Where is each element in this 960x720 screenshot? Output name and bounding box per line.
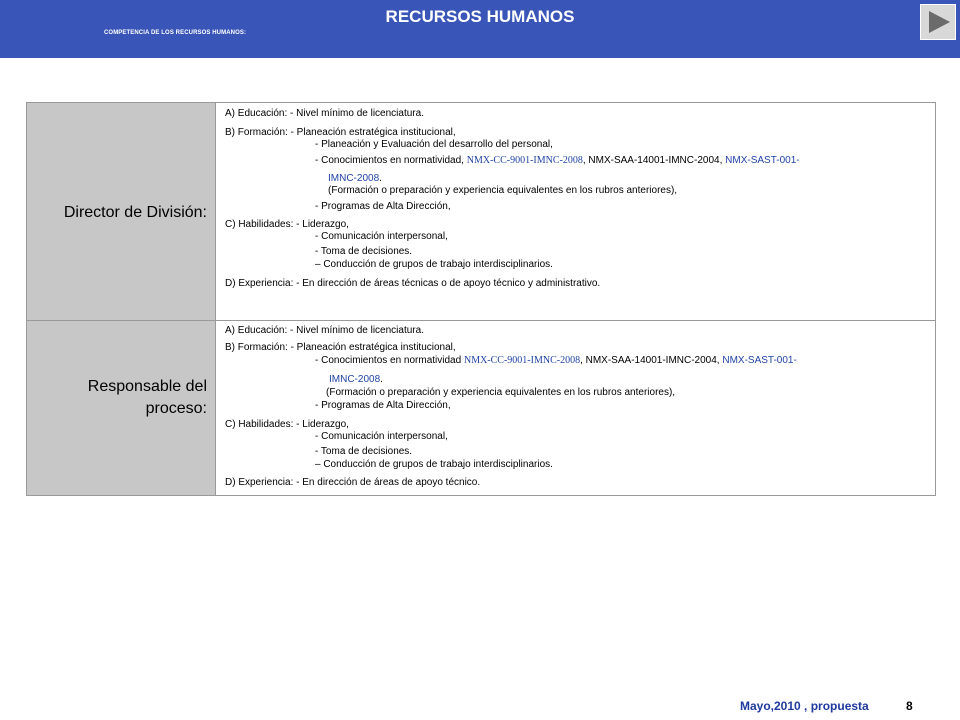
- role-label: Responsable del: [87, 378, 207, 395]
- role-cell: [27, 321, 216, 495]
- skills-line: – Conducción de grupos de trabajo interdisciplinarios.: [315, 459, 553, 470]
- norm-link: NMX-SAST-001-: [722, 355, 797, 366]
- page-title: RECURSOS HUMANOS: [385, 7, 575, 26]
- education-line: A) Educación: - Nivel mínimo de licenciatura.: [225, 108, 424, 119]
- table-row: [27, 321, 935, 495]
- training-line: B) Formación: - Planeación estratégica institucional,: [225, 127, 456, 138]
- norm-link: NMX-CC-9001-IMNC-2008: [463, 355, 581, 366]
- note-line: (Formación o preparación y experiencia equivalentes en los rubros anteriores),: [328, 185, 678, 196]
- skills-line: - Toma de decisiones.: [315, 446, 413, 457]
- note-line: (Formación o preparación y experiencia equivalentes en los rubros anteriores),: [326, 387, 676, 398]
- role-cell: [27, 103, 216, 320]
- training-line: - Programas de Alta Dirección,: [315, 400, 451, 411]
- norms-line: [329, 374, 383, 386]
- role-label: Director de División:: [63, 204, 207, 221]
- skills-line: C) Habilidades: - Liderazgo,: [225, 419, 349, 430]
- norms-text: , NMX-SAA-14001-IMNC-2004,: [582, 155, 726, 166]
- training-line: B) Formación: - Planeación estratégica institucional,: [225, 342, 456, 353]
- norms-text: - Conocimientos en normatividad: [315, 355, 464, 366]
- norms-line: [315, 355, 797, 367]
- experience-line: D) Experiencia: - En dirección de áreas técnicas o de apoyo técnico y administrativo.: [225, 278, 601, 289]
- skills-line: - Toma de decisiones.: [315, 246, 413, 257]
- page-number: 8: [906, 699, 913, 713]
- norm-link: IMNC-2008: [329, 374, 381, 385]
- norm-link: NMX-SAST-001-: [725, 155, 800, 166]
- skills-line: - Comunicación interpersonal,: [315, 431, 448, 442]
- play-triangle-icon: [927, 10, 951, 34]
- norm-link: NMX-CC-9001-IMNC-2008: [466, 155, 583, 166]
- experience-line: D) Experiencia: - En dirección de áreas de apoyo técnico.: [225, 477, 481, 488]
- competency-table: [26, 102, 936, 496]
- skills-line: C) Habilidades: - Liderazgo,: [225, 219, 349, 230]
- norms-text: - Conocimientos en normatividad,: [315, 155, 467, 166]
- header-bar: [0, 0, 960, 58]
- skills-line: - Comunicación interpersonal,: [315, 231, 448, 242]
- footer-date: Mayo,2010 , propuesta: [740, 699, 869, 713]
- page-subtitle: COMPETENCIA DE LOS RECURSOS HUMANOS:: [104, 30, 247, 36]
- norms-text: .: [380, 374, 383, 385]
- norms-text: , NMX-SAA-14001-IMNC-2004,: [580, 355, 723, 366]
- norm-link: IMNC-2008: [328, 173, 380, 184]
- education-line: A) Educación: - Nivel mínimo de licenciatura.: [225, 325, 424, 336]
- role-label: proceso:: [145, 400, 207, 417]
- norms-line: [315, 155, 800, 167]
- skills-line: – Conducción de grupos de trabajo interdisciplinarios.: [315, 259, 553, 270]
- training-line: - Programas de Alta Dirección,: [315, 201, 451, 212]
- training-line: - Planeación y Evaluación del desarrollo del personal,: [315, 139, 553, 150]
- next-slide-button[interactable]: [920, 4, 956, 40]
- norms-text: .: [379, 173, 382, 184]
- norms-line: [328, 173, 382, 185]
- table-row: [27, 103, 935, 321]
